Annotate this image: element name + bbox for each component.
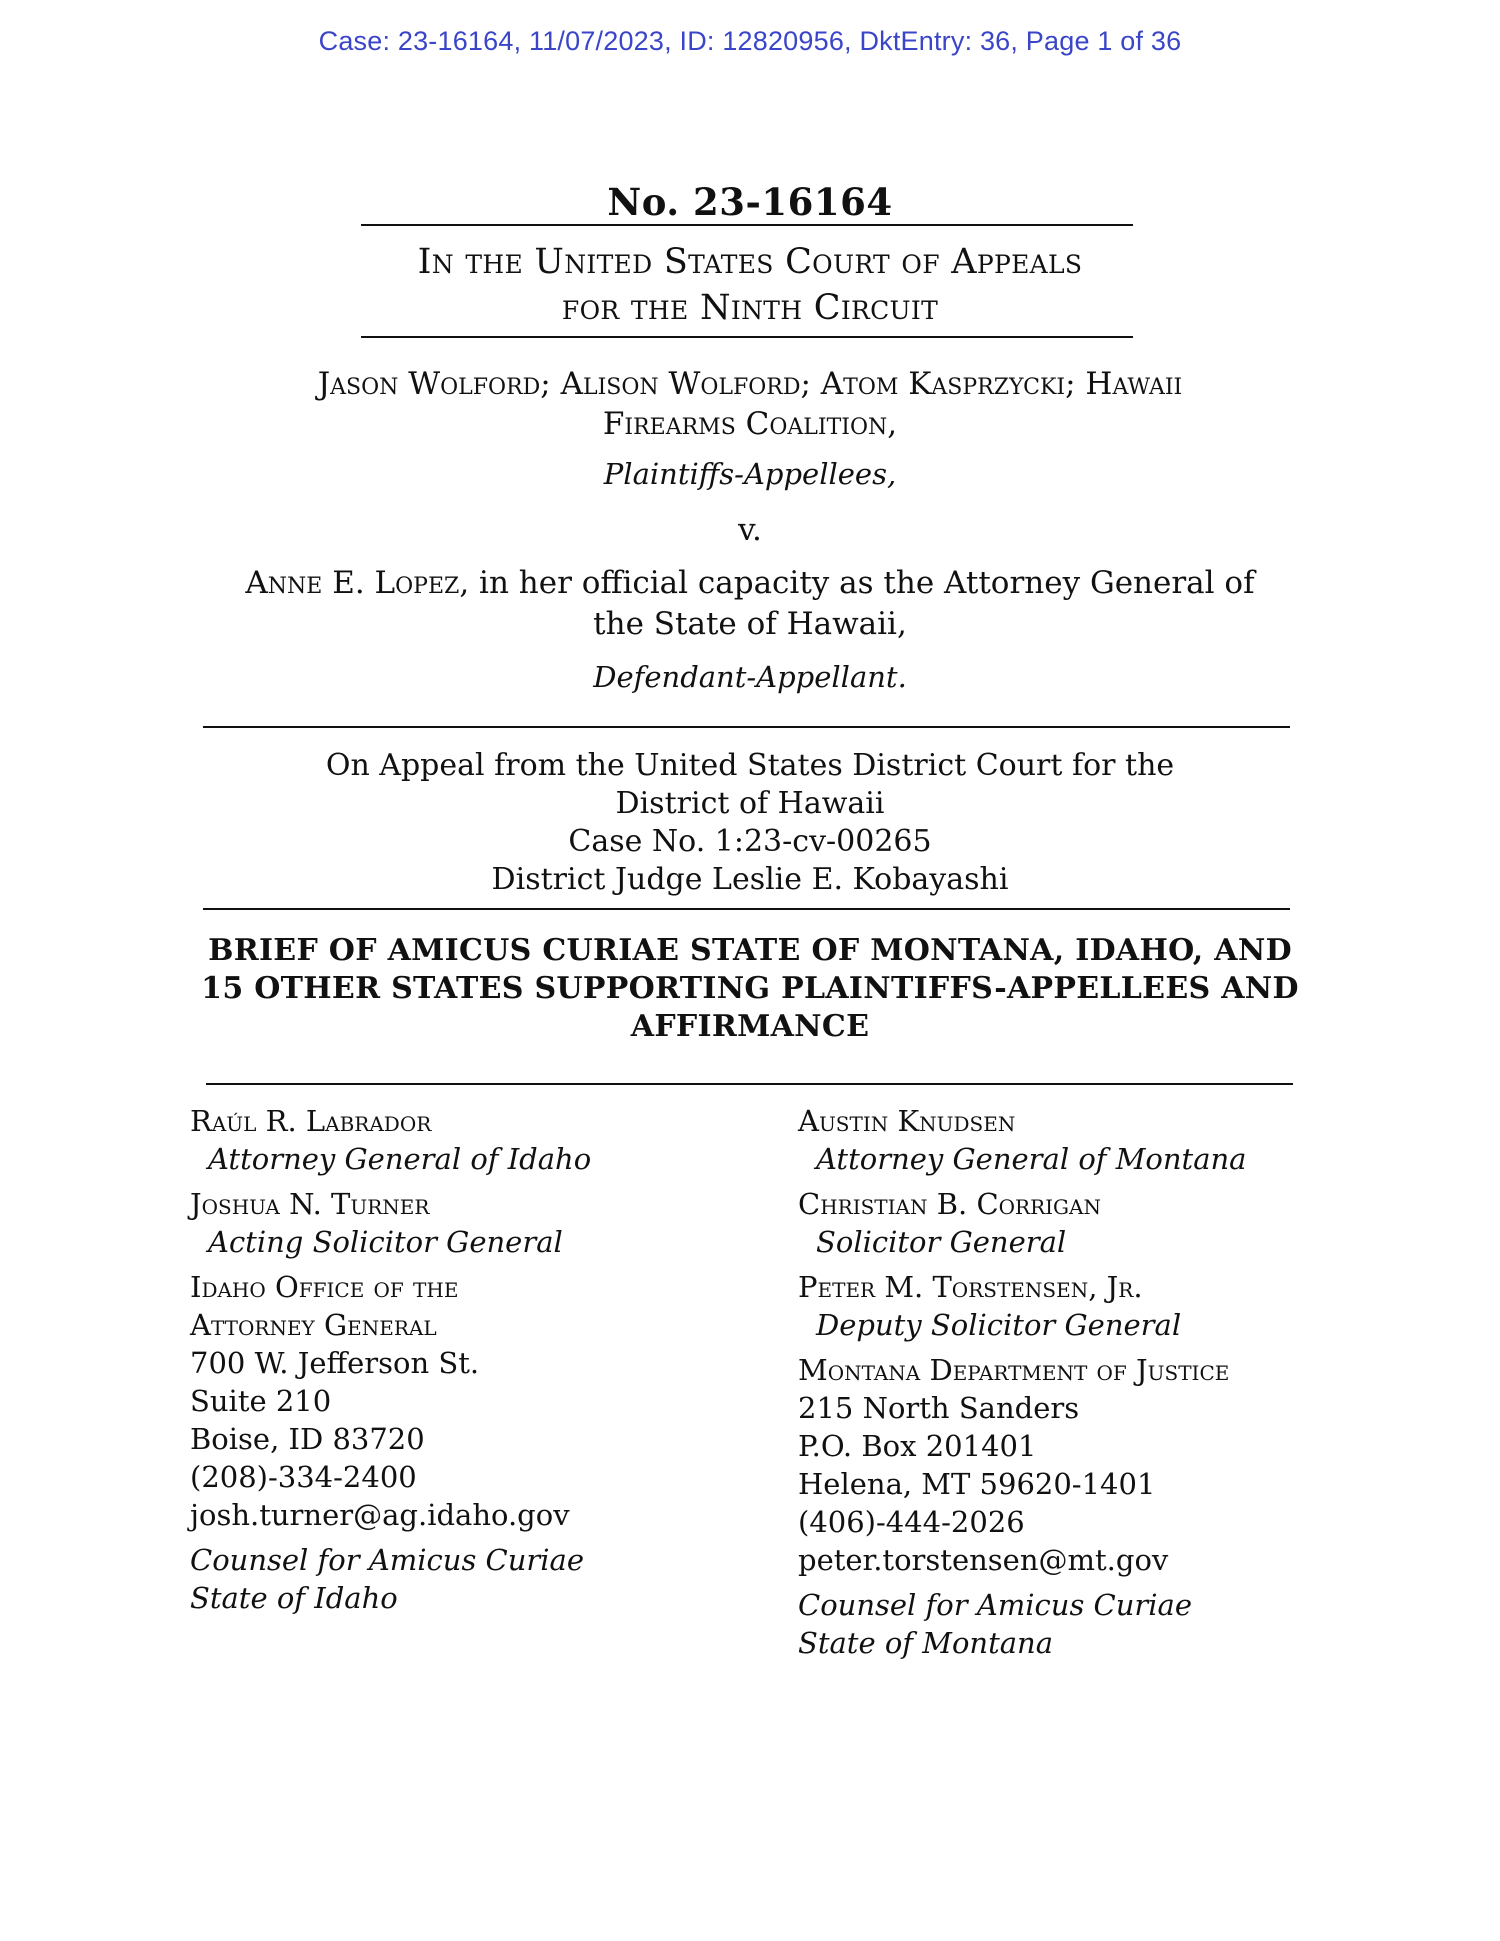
- solicitor-title: Solicitor General: [816, 1225, 1067, 1259]
- counsel-block-idaho: [190, 1102, 591, 1617]
- plaintiffs-line-2: Firearms Coalition,: [602, 406, 898, 442]
- divider-rule: [361, 336, 1133, 338]
- attorney-general-title: Attorney General of Montana: [816, 1142, 1247, 1176]
- solicitor-name: Christian B. Corrigan: [798, 1187, 1101, 1221]
- solicitor-name: Joshua N. Turner: [190, 1187, 430, 1221]
- defendant-line-1: [0, 565, 1500, 601]
- divider-rule: [203, 726, 1290, 728]
- counsel-role-line-1: Counsel for Amicus Curiae: [190, 1543, 585, 1577]
- docket-header-stamp: Case: 23-16164, 11/07/2023, ID: 12820956, DktEntry: 36, Page 1 of 36: [318, 26, 1182, 56]
- attorney-general-name: Austin Knudsen: [798, 1104, 1016, 1138]
- street-address: 215 North Sanders: [798, 1391, 1080, 1425]
- counsel-block-montana: [798, 1102, 1246, 1662]
- email-address: josh.turner@ag.idaho.gov: [190, 1498, 570, 1532]
- appeal-info-line-1: On Appeal from the United States District Court for the: [325, 748, 1175, 783]
- po-box: P.O. Box 201401: [798, 1429, 1037, 1463]
- office-name-line-1: Idaho Office of the: [190, 1270, 459, 1304]
- appeal-info-line-3: Case No. 1:23-cv-00265: [568, 824, 932, 859]
- counsel-role-line-1: Counsel for Amicus Curiae: [798, 1588, 1193, 1622]
- case-number: No. 23-16164: [607, 180, 893, 224]
- brief-title-line-3: AFFIRMANCE: [630, 1009, 870, 1044]
- divider-rule: [203, 908, 1290, 910]
- plaintiffs-line-1: Jason Wolford; Alison Wolford; Atom Kasprzycki; Hawaii: [317, 366, 1183, 402]
- defendant-name: Anne E. Lopez: [245, 565, 460, 601]
- attorney-general-title: Attorney General of Idaho: [208, 1142, 592, 1176]
- deputy-solicitor-title: Deputy Solicitor General: [816, 1308, 1182, 1342]
- brief-title-line-1: BRIEF OF AMICUS CURIAE STATE OF MONTANA, IDAHO, AND: [208, 933, 1292, 968]
- appeal-info-line-2: District of Hawaii: [615, 786, 885, 821]
- phone-number: (406)-444-2026: [798, 1505, 1025, 1539]
- city-state-zip: Boise, ID 83720: [190, 1422, 425, 1456]
- counsel-role-line-2: State of Idaho: [190, 1581, 398, 1615]
- counsel-role-line-2: State of Montana: [798, 1626, 1053, 1660]
- brief-title-line-2: 15 OTHER STATES SUPPORTING PLAINTIFFS-APPELLEES AND: [201, 971, 1299, 1006]
- deputy-solicitor-name: Peter M. Torstensen, Jr.: [798, 1270, 1143, 1304]
- office-name-line-2: Attorney General: [190, 1308, 437, 1342]
- defendant-line-2: the State of Hawaii,: [593, 606, 907, 642]
- court-name-line-1: In the United States Court of Appeals: [417, 242, 1083, 282]
- versus: v.: [738, 512, 762, 548]
- office-name: Montana Department of Justice: [798, 1353, 1230, 1387]
- appeal-info-line-4: District Judge Leslie E. Kobayashi: [491, 862, 1009, 897]
- city-state-zip: Helena, MT 59620-1401: [798, 1467, 1156, 1501]
- plaintiffs-role: Plaintiffs-Appellees,: [603, 457, 897, 491]
- divider-rule: [361, 224, 1133, 226]
- street-address: 700 W. Jefferson St.: [190, 1346, 480, 1380]
- phone-number: (208)-334-2400: [190, 1460, 417, 1494]
- court-name-line-2: for the Ninth Circuit: [561, 288, 939, 328]
- solicitor-title: Acting Solicitor General: [208, 1225, 563, 1259]
- divider-rule: [206, 1083, 1293, 1085]
- defendant-role: Defendant-Appellant.: [593, 660, 907, 694]
- suite: Suite 210: [190, 1384, 332, 1418]
- defendant-capacity: , in her official capacity as the Attorney General of: [459, 565, 1255, 601]
- attorney-general-name: Raúl R. Labrador: [190, 1104, 432, 1138]
- email-address: peter.torstensen@mt.gov: [798, 1543, 1169, 1577]
